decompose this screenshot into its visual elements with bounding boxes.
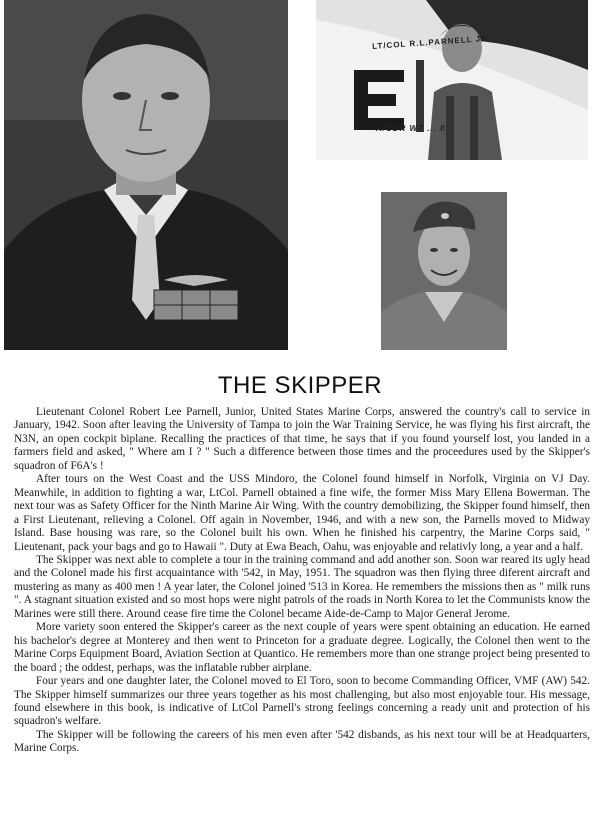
young-marine-photo (381, 192, 507, 350)
paragraph: The Skipper will be following the careers of his men even after '542 disbands, as his next tour will be at Headquarters, Marine Corps. (14, 728, 590, 755)
portrait-officer-image (4, 0, 288, 350)
paragraph: Lieutenant Colonel Robert Lee Parnell, Junior, United States Marine Corps, answered the country's call to service in January, 1942. Soon after leaving the University of Tampa to join the War Training Service, he was flying his first aircraft, the N3N, an open cockpit biplane. Recalling the practices of that time, he says that if you found yourself lost, you landed in a farmers field and asked, " Where am I ? " Such a difference between those times and the proceedures used by the Skipper's squadron of F6A's ! (14, 406, 590, 472)
cockpit-photo (316, 0, 588, 160)
paragraph: Four years and one daughter later, the Colonel moved to El Toro, soon to become Commanding Officer, VMF (AW) 542. The Skipper himself summarizes our three years together as his most challenging, but also most enjoyable tour. His message, found elsewhere in this book, is indicative of LtCol Parnell's strong feelings concerning a ready unit and protection of his squadron's welfare. (14, 675, 590, 728)
article-body (14, 406, 590, 756)
aircraft-tail-stencil: A/CDR WT ... 0 (376, 124, 446, 133)
young-marine-image (381, 192, 507, 350)
portrait-photo-main (4, 0, 288, 350)
paragraph: More variety soon entered the Skipper's career as the next couple of years were spent obtaining an education. He earned his bachelor's degree at Monterey and then went to Princeton for a graduate degree. Logically, the Colonel then went to the Marine Corps Equipment Board, Aviation Section at Quantico. He remembers more than one strange project being presented to the board ; the oddest, perhaps, was the inflatable rubber airplane. (14, 621, 590, 674)
paragraph: The Skipper was next able to complete a tour in the training command and add another son. Soon war reared its ugly head and the Colonel made his first acquaintance with '542, in May, 1951. The squadron was then flying three diferent aircraft and mustering as many as 400 men ! A year later, the Colonel joined '513 in Korea. He remembers the missions then as " milk runs ". A stagnant situation existed and so most hops were night patrols of the roads in North Korea to let the Communists know the Marines were still there. Around cease fire time the Colonel became Aide-de-Camp to Major General Jerome. (14, 553, 590, 620)
pilot-in-cockpit-image (316, 0, 588, 160)
paragraph: After tours on the West Coast and the USS Mindoro, the Colonel found himself in Norfolk, Virginia on VJ Day. Meanwhile, in addition to fighting a war, LtCol. Parnell obtained a fine wife, the former Miss Mary Ellena Bowerman. The next tour was as Safety Officer for the Ninth Marine Air Wing. With the country demobilizing, the Skipper found himself, then a First Lieutenant, relieving a Colonel. Off again in November, 1946, and with a new son, the Parnells moved to Midway Island. Base housing was rare, so the Colonel built his own. When he finished his carpentry, the Marine Corps said, " Lieutenant, pack your bags and go to Hawaii ". Duty at Ewa Beach, Oahu, was enjoyable and relativly long, a year and a half. (14, 473, 590, 553)
page-title: THE SKIPPER (217, 372, 383, 399)
aircraft-name-stencil: LT/COL R.L.PARNELL JR (371, 33, 489, 52)
